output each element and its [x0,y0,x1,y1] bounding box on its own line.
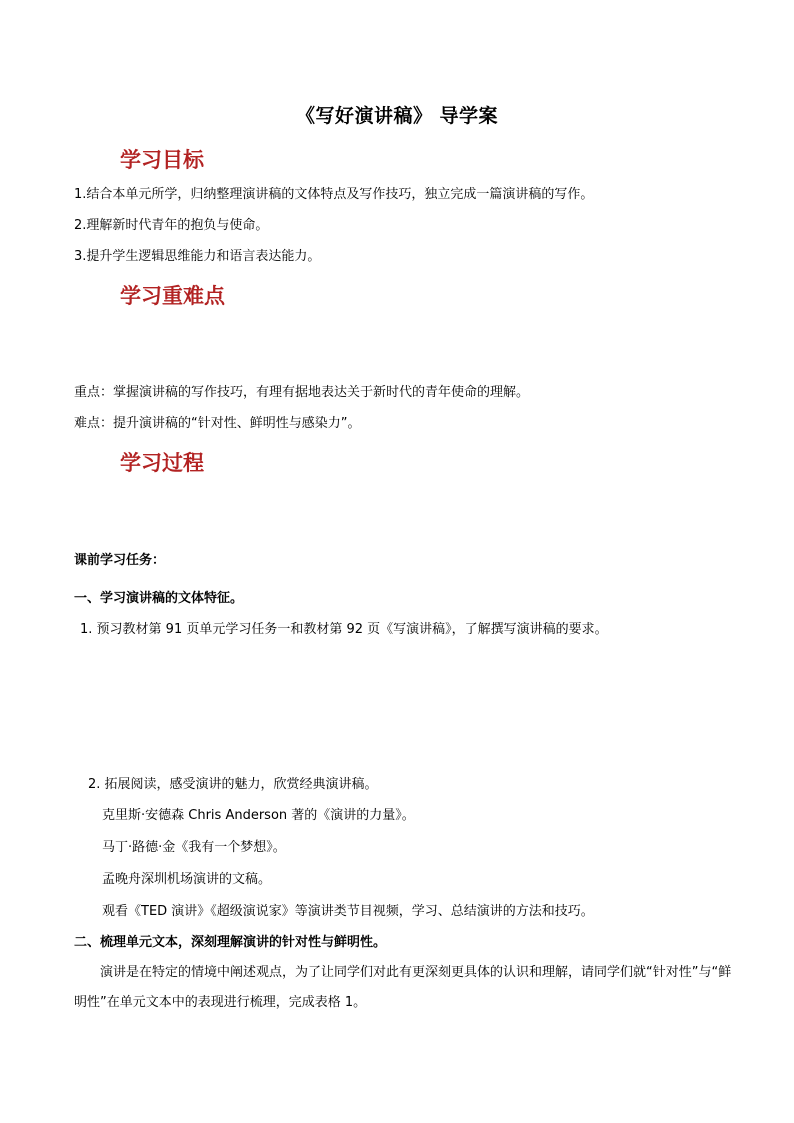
part1-item-1: 1. 预习教材第 91 页单元学习任务一和教材第 92 页《写演讲稿》，了解撰写演讲稿的要求。 [80,622,608,637]
objective-item-3: 3.提升学生逻辑思维能力和语言表达能力。 [74,249,321,264]
part1-heading: 一、学习演讲稿的文体特征。 [74,591,244,606]
objective-item-2: 2.理解新时代青年的抱负与使命。 [74,218,269,233]
pre-task-heading: 课前学习任务： [74,553,166,568]
reading-item: 孟晚舟深圳机场演讲的文稿。 [102,872,272,887]
document-title: 《写好演讲稿》 导学案 [295,105,499,127]
objective-item-1: 1.结合本单元所学，归纳整理演讲稿的文体特点及写作技巧，独立完成一篇演讲稿的写作。 [74,187,594,202]
key-point-text: 重点：掌握演讲稿的写作技巧，有理有据地表达关于新时代的青年使命的理解。 [74,385,530,400]
part2-paragraph: 演讲是在特定的情境中阐述观点，为了让同学们对此有更深刻更具体的认识和理解，请同学们就“针对性”与“鲜明性”在单元文本中的表现进行梳理，完成表格 1。 [74,965,732,1010]
part2-heading: 二、梳理单元文本，深刻理解演讲的针对性与鲜明性。 [74,935,387,950]
reading-item: 马丁·路德·金《我有一个梦想》。 [102,840,286,855]
reading-item: 观看《TED 演讲》《超级演说家》等演讲类节目视频，学习、总结演讲的方法和技巧。 [102,904,594,919]
section-heading-key-points: 学习重难点 [120,283,225,308]
section-heading-process: 学习过程 [120,450,204,475]
reading-item: 克里斯·安德森 Chris Anderson 著的《演讲的力量》。 [102,808,415,823]
part1-item-2: 2. 拓展阅读，感受演讲的魅力，欣赏经典演讲稿。 [88,777,378,792]
difficulty-text: 难点：提升演讲稿的“针对性、鲜明性与感染力”。 [74,416,361,431]
section-heading-objectives: 学习目标 [120,147,204,172]
